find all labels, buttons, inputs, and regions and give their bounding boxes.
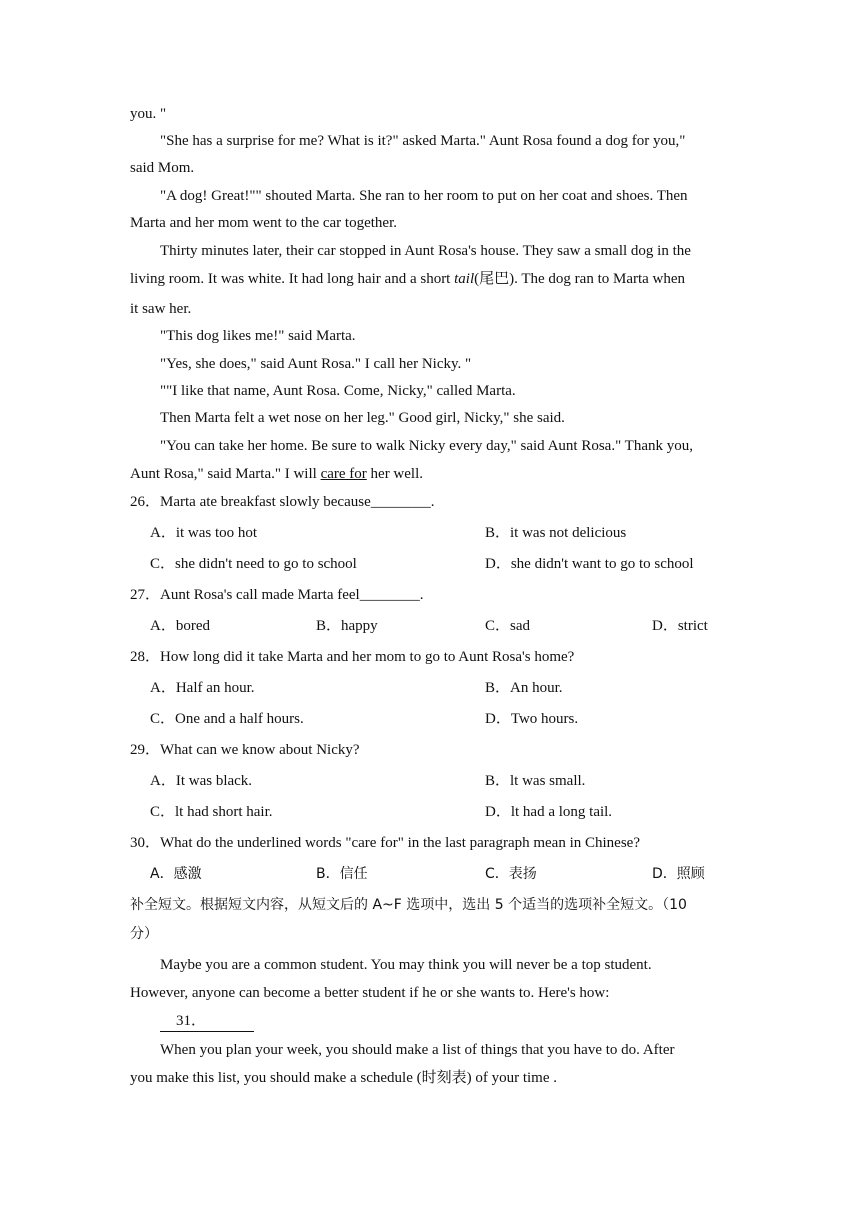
story-line: said Mom. [130,160,195,176]
question-26-option-c[interactable]: C．she didn't need to go to school [150,556,357,572]
story-line: "You can take her home. Be sure to walk Nicky every day," said Aunt Rosa." Thank you, [160,438,693,454]
question-28-option-c[interactable]: C．One and a half hours. [150,711,304,727]
story-line: "She has a surprise for me? What is it?" asked Marta." Aunt Rosa found a dog for you," [160,133,686,149]
question-30-option-d[interactable]: D．照顾 [652,866,705,882]
story-text: living room. It was white. It had long hair and a short [130,271,455,287]
question-27-stem: 27．Aunt Rosa's call made Marta feel________. [130,587,424,603]
question-29-option-c[interactable]: C．lt had short hair. [150,804,273,820]
passage-line: However, anyone can become a better student if he or she wants to. Here's how: [130,985,610,1001]
section-instructions: 补全短文。根据短文内容，从短文后的 A~F 选项中，选出 5 个适当的选项补全短文。（10 [130,897,687,913]
story-line: ""I like that name, Aunt Rosa. Come, Nicky," called Marta. [160,383,516,399]
blank-31[interactable] [160,1011,254,1032]
story-text: her well. [366,466,424,482]
question-26-option-a[interactable]: A．it was too hot [150,525,258,541]
story-line: you. " [130,106,167,122]
question-30-option-a[interactable]: A．感激 [150,866,202,882]
question-26-option-d[interactable]: D．she didn't want to go to school [485,556,694,572]
question-30-option-c[interactable]: C．表扬 [485,866,537,882]
story-line: it saw her. [130,301,192,317]
underlined-phrase: care for [320,466,367,482]
question-27-option-a[interactable]: A．bored [150,618,210,634]
question-28-option-a[interactable]: A．Half an hour. [150,680,255,696]
question-30-option-b[interactable]: B．信任 [316,866,368,882]
story-line: "A dog! Great!"" shouted Marta. She ran to her room to put on her coat and shoes. Then [160,188,688,204]
passage-line: When you plan your week, you should make a list of things that you have to do. After [160,1042,675,1058]
question-29-option-d[interactable]: D．lt had a long tail. [485,804,613,820]
question-30-stem: 30．What do the underlined words "care for" in the last paragraph mean in Chinese? [130,835,640,851]
story-line [130,464,423,484]
story-line: "Yes, she does," said Aunt Rosa." I call her Nicky. " [160,356,472,372]
question-29-stem: 29．What can we know about Nicky? [130,742,360,758]
blank-31-label: 31． [160,1011,254,1032]
story-line: "This dog likes me!" said Marta. [160,328,356,344]
question-26-option-b[interactable]: B．it was not delicious [485,525,627,541]
passage-line: Maybe you are a common student. You may think you will never be a top student. [160,957,652,973]
story-text: Aunt Rosa," said Marta." I will [130,466,321,482]
italic-word: tail [454,271,475,287]
question-26-stem: 26．Marta ate breakfast slowly because________. [130,494,435,510]
question-28-stem: 28．How long did it take Marta and her mom to go to Aunt Rosa's home? [130,649,575,665]
question-29-option-a[interactable]: A．It was black. [150,773,253,789]
story-line [130,269,685,289]
question-27-option-b[interactable]: B．happy [316,618,378,634]
question-27-option-c[interactable]: C．sad [485,618,531,634]
question-27-option-d[interactable]: D．strict [652,618,708,634]
question-28-option-d[interactable]: D．Two hours. [485,711,579,727]
story-line: Thirty minutes later, their car stopped in Aunt Rosa's house. They saw a small dog in the [160,243,691,259]
story-line: Marta and her mom went to the car together. [130,215,397,231]
story-line: Then Marta felt a wet nose on her leg." Good girl, Nicky," she said. [160,410,565,426]
passage-line: you make this list, you should make a schedule (时刻表) of your time . [130,1070,558,1086]
section-instructions: 分） [130,926,158,942]
question-28-option-b[interactable]: B．An hour. [485,680,563,696]
story-text: (尾巴). The dog ran to Marta when [474,271,686,287]
question-29-option-b[interactable]: B．lt was small. [485,773,586,789]
